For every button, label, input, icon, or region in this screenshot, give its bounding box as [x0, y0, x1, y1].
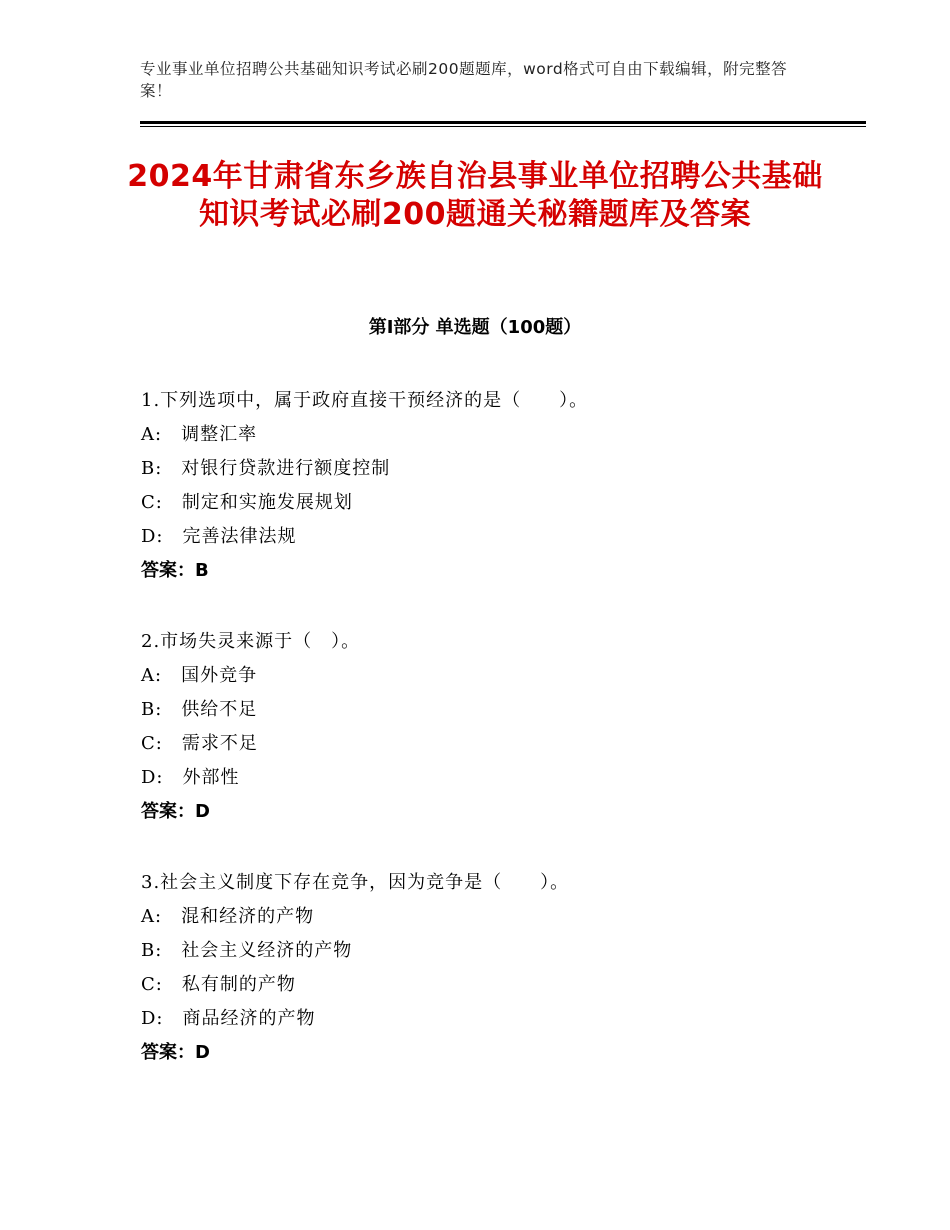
option-b: B: 供给不足 [141, 699, 258, 720]
option-b: B: 对银行贷款进行额度控制 [141, 458, 391, 479]
option-c: C: 私有制的产物 [141, 974, 296, 995]
option-d: D: 外部性 [141, 767, 240, 788]
answer-line: 答案：D [141, 1042, 210, 1063]
question-stem: 1.下列选项中，属于政府直接干预经济的是（ ）。 [141, 390, 589, 411]
question-2 [141, 625, 841, 829]
option-d: D: 商品经济的产物 [141, 1008, 316, 1029]
option-c: C: 制定和实施发展规划 [141, 492, 353, 513]
option-a: A: 调整汇率 [141, 424, 258, 445]
option-d: D: 完善法律法规 [141, 526, 297, 547]
option-c: C: 需求不足 [141, 733, 258, 754]
option-b: B: 社会主义经济的产物 [141, 940, 353, 961]
option-a: A: 国外竞争 [141, 665, 258, 686]
question-stem: 3.社会主义制度下存在竞争，因为竞争是（ ）。 [141, 872, 570, 893]
header-divider-thin [140, 126, 866, 127]
question-1 [141, 384, 841, 588]
document-title: 2024年甘肃省东乡族自治县事业单位招聘公共基础知识考试必刷200题通关秘籍题库及答案 [127, 159, 823, 232]
question-list [141, 384, 841, 1070]
answer-line: 答案：B [141, 560, 209, 581]
question-stem: 2.市场失灵来源于（ ）。 [141, 631, 361, 652]
header-note: 专业事业单位招聘公共基础知识考试必刷200题题库，word格式可自由下载编辑，附完整答案！ [140, 60, 788, 100]
question-3 [141, 866, 841, 1070]
answer-line: 答案：D [141, 801, 210, 822]
header-divider-thick [140, 121, 866, 124]
section-title: 第Ⅰ部分 单选题（100题） [368, 317, 582, 338]
option-a: A: 混和经济的产物 [141, 906, 315, 927]
